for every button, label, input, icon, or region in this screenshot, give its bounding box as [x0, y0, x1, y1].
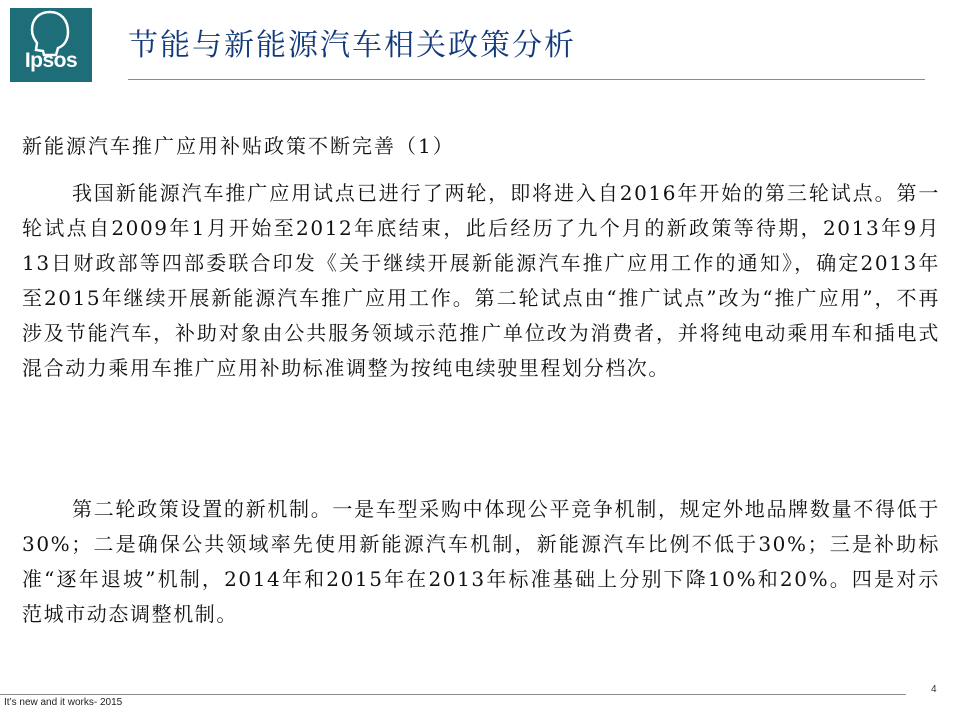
body-paragraph-2: 第二轮政策设置的新机制。一是车型采购中体现公平竞争机制，规定外地品牌数量不得低于30%；二是确保公共领域率先使用新能源汽车机制，新能源汽车比例不低于30%；三是补助标准“逐年退坡”机制，2014年和2015年在2013年标准基础上分别下降10%和20%。四是对示范城市动态调整机制。 [22, 497, 940, 626]
page-title: 节能与新能源汽车相关政策分析 [128, 28, 576, 63]
section-subheading: 新能源汽车推广应用补贴政策不断完善（1） [22, 134, 455, 158]
body-paragraph-1: 我国新能源汽车推广应用试点已进行了两轮，即将进入自2016年开始的第三轮试点。第一轮试点自2009年1月开始至2012年底结束，此后经历了九个月的新政策等待期，2013年9月13日财政部等四部委联合印发《关于继续开展新能源汽车推广应用工作的通知》，确定2013年至2015年继续开展新能源汽车推广应用工作。第二轮试点由“推广试点”改为“推广应用”，不再涉及节能汽车，补助对象由公共服务领域示范推广单位改为消费者，并将纯电动乘用车和插电式混合动力乘用车推广应用补助标准调整为按纯电续驶里程划分档次。 [22, 181, 940, 380]
ipsos-logo [10, 8, 92, 82]
page-number: 4 [931, 684, 937, 695]
title-divider [128, 79, 925, 80]
logo-text: Ipsos [24, 49, 78, 72]
footer-divider [0, 694, 906, 695]
footer-text: It’s new and it works- 2015 [4, 697, 123, 708]
